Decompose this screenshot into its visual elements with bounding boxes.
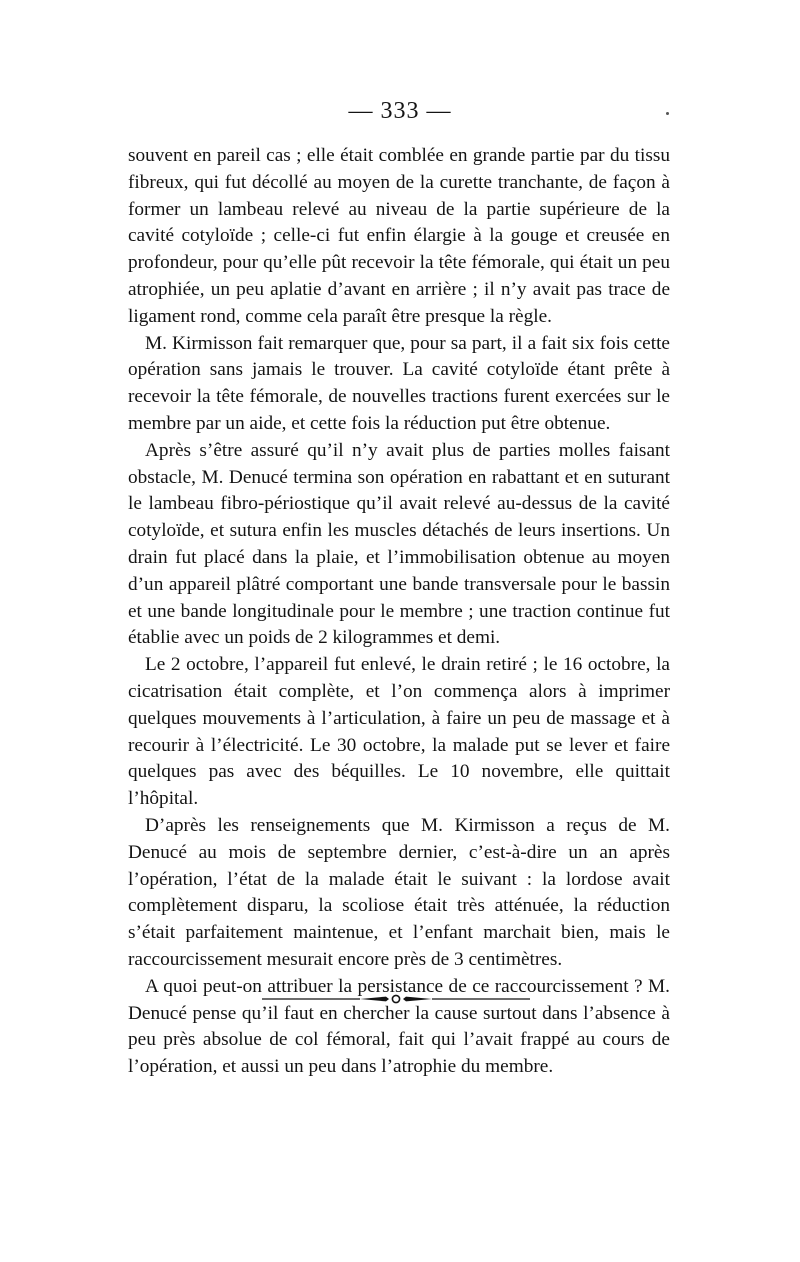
paragraph-recovery: Le 2 octobre, l’appareil fut enlevé, le drain retiré ; le 16 octobre, la cicatrisation était complète, et l’on commença alors à imprimer quelques mouvements à l’articulation, à faire un peu de massage et à recourir à l’électricité. Le 30 octobre, la malade put se lever et faire quelques pas avec des béquilles. Le 10 novembre, elle quittait l’hôpital. bbox=[128, 654, 670, 810]
paragraph-continuation: souvent en pareil cas ; elle était comblée en grande partie par du tissu fibreux, qui fut décollé au moyen de la curette tranchante, de façon à former un lambeau relevé au niveau de la partie supérieure de la cavité cotyloïde ; celle-ci fut enfin élargie à la gouge et creusée en profondeur, pour qu’elle pût recevoir la tête fémorale, qui était un peu atrophiée, un peu aplatie d’avant en arrière ; il n’y avait pas trace de ligament rond, comme cela paraît être presque la règle. bbox=[128, 145, 670, 327]
page-number: — 333 — bbox=[348, 98, 452, 124]
ornamental-divider bbox=[262, 992, 530, 1006]
paragraph-kirmisson-remark: M. Kirmisson fait remarquer que, pour sa part, il a fait six fois cette opération sans jamais le trouver. La cavité cotyloïde étant prête à recevoir la tête fémorale, de nouvelles tractions furent exercées sur le membre par un aide, et cette fois la réduction put être obtenue. bbox=[128, 332, 670, 434]
paragraph-suture: Après s’être assuré qu’il n’y avait plus de parties molles faisant obstacle, M. Denucé termina son opération en rabattant et en suturant le lambeau fibro-périostique qu’il avait relevé au-dessus de la cavité cotyloïde, et sutura enfin les muscles détachés de leurs insertions. Un drain fut placé dans la plaie, et l’immobilisation obtenue au moyen d’un appareil plâtré comportant une bande transversale pour le bassin et une bande longitudinale pour le membre ; une traction continue fut établie avec un poids de 2 kilogrammes et demi. bbox=[128, 439, 670, 649]
paragraph-shortening: A quoi peut-on attribuer la persistance de ce raccourcissement ? M. Denucé pense qu’il faut en chercher la cause surtout dans l’absence à peu près absolue de col fémoral, fait qui l’avait frappé au cours de l’opération, et aussi un peu dans l’atrophie du membre. bbox=[128, 975, 670, 1078]
body-text bbox=[128, 143, 670, 1081]
stray-mark bbox=[666, 112, 669, 115]
paragraph-follow-up: D’après les renseignements que M. Kirmisson a reçus de M. Denucé au mois de septembre dernier, c’est-à-dire un an après l’opération, l’état de la malade était le suivant : la lordose avait complètement disparu, la scoliose était très atténuée, la réduction s’était parfaitement maintenue, et l’enfant marchait bien, mais le raccourcissement mesurait encore près de 3 centimètres. bbox=[128, 814, 670, 970]
